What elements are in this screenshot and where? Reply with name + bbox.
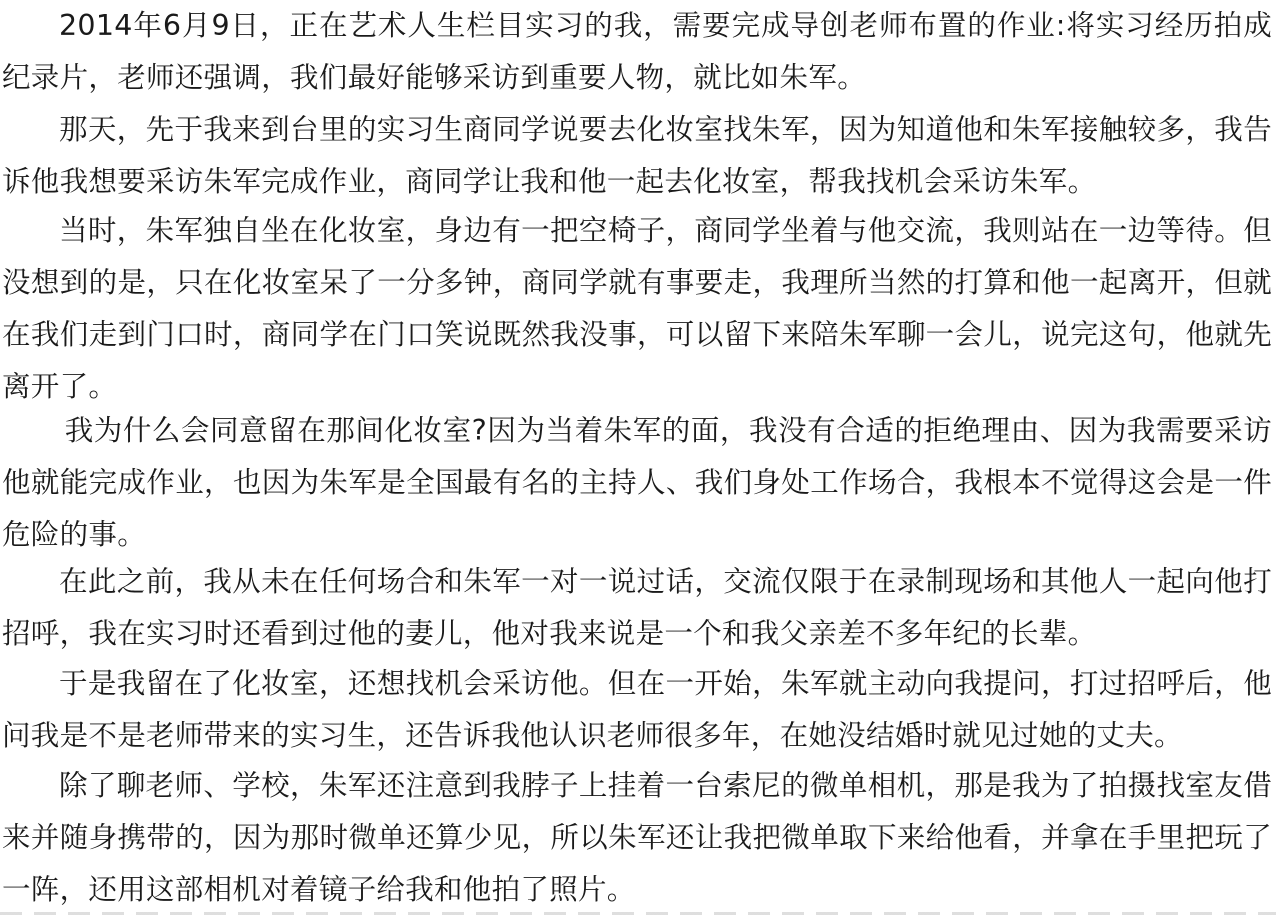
paragraph-6: 于是我留在了化妆室，还想找机会采访他。但在一开始，朱军就主动向我提问，打过招呼后，他问我是不是老师带来的实习生，还告诉我他认识老师很多年，在她没结婚时就见过她的丈夫。 xyxy=(2,667,1272,752)
paragraph-3: 当时，朱军独自坐在化妆室，身边有一把空椅子，商同学坐着与他交流，我则站在一边等待。但没想到的是，只在化妆室呆了一分多钟，商同学就有事要走，我理所当然的打算和他一起离开，但就在我们走到门口时，商同学在门口笑说既然我没事，可以留下来陪朱军聊一会儿，说完这句，他就先离开了。 xyxy=(2,214,1272,403)
paragraph-5: 在此之前，我从未在任何场合和朱军一对一说过话，交流仅限于在录制现场和其他人一起向他打招呼，我在实习时还看到过他的妻儿，他对我来说是一个和我父亲差不多年纪的长辈。 xyxy=(2,565,1272,650)
cut-off-text-fragment xyxy=(0,912,1276,915)
paragraph-7: 除了聊老师、学校，朱军还注意到我脖子上挂着一台索尼的微单相机，那是我为了拍摄找室友借来并随身携带的，因为那时微单还算少见，所以朱军还让我把微单取下来给他看，并拿在手里把玩了一阵，还用这部相机对着镜子给我和他拍了照片。 xyxy=(2,769,1272,906)
paragraph-1: 2014年6月9日，正在艺术人生栏目实习的我，需要完成导创老师布置的作业:将实习经历拍成纪录片，老师还强调，我们最好能够采访到重要人物，就比如朱军。 xyxy=(2,9,1272,94)
paragraph-4: 我为什么会同意留在那间化妆室?因为当着朱军的面，我没有合适的拒绝理由、因为我需要采访他就能完成作业，也因为朱军是全国最有名的主持人、我们身处工作场合，我根本不觉得这会是一件危险的事。 xyxy=(2,414,1272,551)
cut-off-next-line xyxy=(0,908,1276,916)
paragraph-2: 那天，先于我来到台里的实习生商同学说要去化妆室找朱军，因为知道他和朱军接触较多，我告诉他我想要采访朱军完成作业，商同学让我和他一起去化妆室，帮我找机会采访朱军。 xyxy=(2,113,1272,198)
